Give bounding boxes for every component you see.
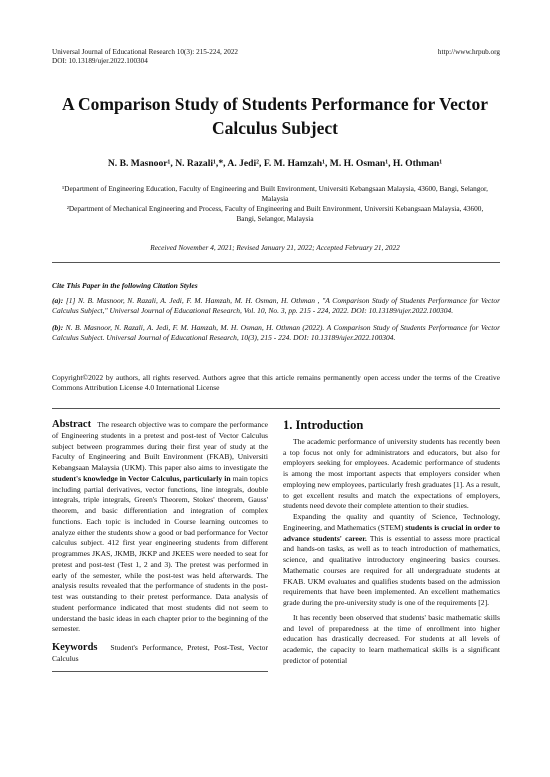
introduction-column — [283, 420, 500, 667]
journal-url[interactable]: http://www.hrpub.org — [437, 48, 500, 56]
intro-p2-end: This is essential to assess more practical and hands-on tasks, as well as to teach introduction of mathematics, science, and qualitative introductory engineering basics courses. Mathematic courses are required for all undergraduate students at FKAB. UKM evaluates and qualifies students based on the admission requirements that have been implemented. An excellent mathematics grade during the pre-university study is one of the requirements [2]. — [283, 533, 500, 607]
intro-paragraph-1: The academic performance of university students has recently been a top focus not only for administrators and educators, but also for employers seeking for employees. Academic performance of students is among the most important aspects that employers consider when employing new employees, particularly fresh graduates [1]. As a result, to get excellent results and match the expectations of employers, students need devote their complete attention to their studies. — [283, 436, 500, 511]
abstract-text: The research objective was to compare the performance of Engineering students in a pretest and post-test of Vector Calculus subject between programmes during their first year of study at the Faculty of Engineering and Built Environment (FKAB), Universiti Kebangsaan Malaysia (UKM). This paper also aims to investigate the — [52, 420, 269, 472]
keywords-heading: Keywords — [52, 642, 98, 653]
citation-a — [52, 296, 500, 317]
abstract-bold-text: student's knowledge in Vector Calculus, particularly in — [52, 473, 231, 483]
received-dates: Received November 4, 2021; Revised January 21, 2022; Accepted February 21, 2022 — [150, 243, 400, 252]
citation-b-label: (b): — [52, 322, 64, 332]
citation-block — [52, 281, 500, 350]
citation-a-label: (a): — [52, 295, 64, 305]
keywords-text: Student's Performance, Pretest, Post-Test, Vector Calculus — [52, 643, 268, 663]
citation-heading: Cite This Paper in the following Citation Styles — [52, 281, 198, 290]
abstract-column — [52, 420, 268, 672]
divider — [52, 408, 500, 409]
divider — [52, 262, 500, 263]
affiliations — [60, 184, 490, 224]
citation-b — [52, 323, 500, 344]
divider — [52, 671, 268, 672]
journal-citation: Universal Journal of Educational Research 10(3): 215-224, 2022 — [52, 48, 239, 56]
introduction-heading: 1. Introduction — [283, 418, 364, 432]
page-header — [52, 48, 500, 66]
doi: DOI: 10.13189/ujer.2022.100304 — [52, 57, 148, 65]
intro-paragraph-2 — [283, 512, 500, 609]
affiliation-2: ²Department of Mechanical Engineering and Process, Faculty of Engineering and Built Environment, Universiti Kebangsaan Malaysia, 43600, Bangi, Selangor, Malaysia — [66, 204, 484, 223]
keywords — [52, 643, 268, 665]
citation-b-text: N. B. Masnoor, N. Razali, A. Jedi, F. M. Hamzah, M. H. Osman, H. Othman (2022). A Comparison Study of Students Performance for Vector Calculus Subject. Universal Journal of Educational Research, 10(3), 215 - 224. DOI: 10.13189/ujer.2022.100304. — [52, 322, 500, 343]
intro-p2-start: Expanding the quality and quantity of Science, Technology, Engineering, and Mathematics (STEM) — [283, 512, 500, 532]
citation-a-text: [1] N. B. Masnoor, N. Razali, A. Jedi, F. M. Hamzah, M. H. Osman, H. Othman , "A Comparison Study of Students Performance for Vector Calculus Subject," Universal Journal of Educational Research, Vol. 10, No. 3, pp. 215 - 224, 2022. DOI: 10.13189/ujer.2022.100304. — [52, 295, 500, 316]
author-list: N. B. Masnoor¹, N. Razali¹,*, A. Jedi², F. M. Hamzah¹, M. H. Osman¹, H. Othman¹ — [107, 158, 443, 169]
abstract — [52, 420, 268, 635]
abstract-text-cont: main topics including partial derivatives, vector functions, line integrals, double integrals, triple integrals, Green's Theorem, Stokes' theorem, Gauss' theorem, and basic differentiation and integration of complex functions. Each topic is included in Course learning outcomes to analyze either the students show a good or bad performance for Vector calculus subject. 412 first year engineering students from different programmes JKAS, JKMB, JKKP and JKEES were needed to seat for pretest and post-test (Test 1, 2 and 3). The pretest was performed in early of the semester, while the post-test was held afterwards. The analysis results revealed that the performance of students in the post-test was outstanding to their pretest performance. Data analysis of student performance indicated that most students did not seem to understand the basic ideas in each chapter prior to the beginning of the semester. — [52, 473, 269, 634]
intro-paragraph-3: It has recently been observed that students' basic mathematic skills and level of preparedness at the time of enrollment into higher education has drastically decreased. For students at all levels of academic, the capacity to learn mathematical skills is a significant predictor of potential — [283, 612, 500, 665]
copyright-notice: Copyright©2022 by authors, all rights reserved. Authors agree that this article remains permanently open access under the terms of the Creative Commons Attribution License 4.0 International License — [52, 373, 500, 393]
affiliation-1: ¹Department of Engineering Education, Faculty of Engineering and Built Environment, Universiti Kebangsaan Malaysia, 43600, Bangi, Selangor, Malaysia — [61, 184, 489, 203]
paper-title: A Comparison Study of Students Performance for Vector Calculus Subject — [62, 94, 488, 138]
intro-p2-bold: students is crucial in order to advance students' career. — [283, 522, 500, 543]
abstract-heading: Abstract — [52, 419, 92, 430]
